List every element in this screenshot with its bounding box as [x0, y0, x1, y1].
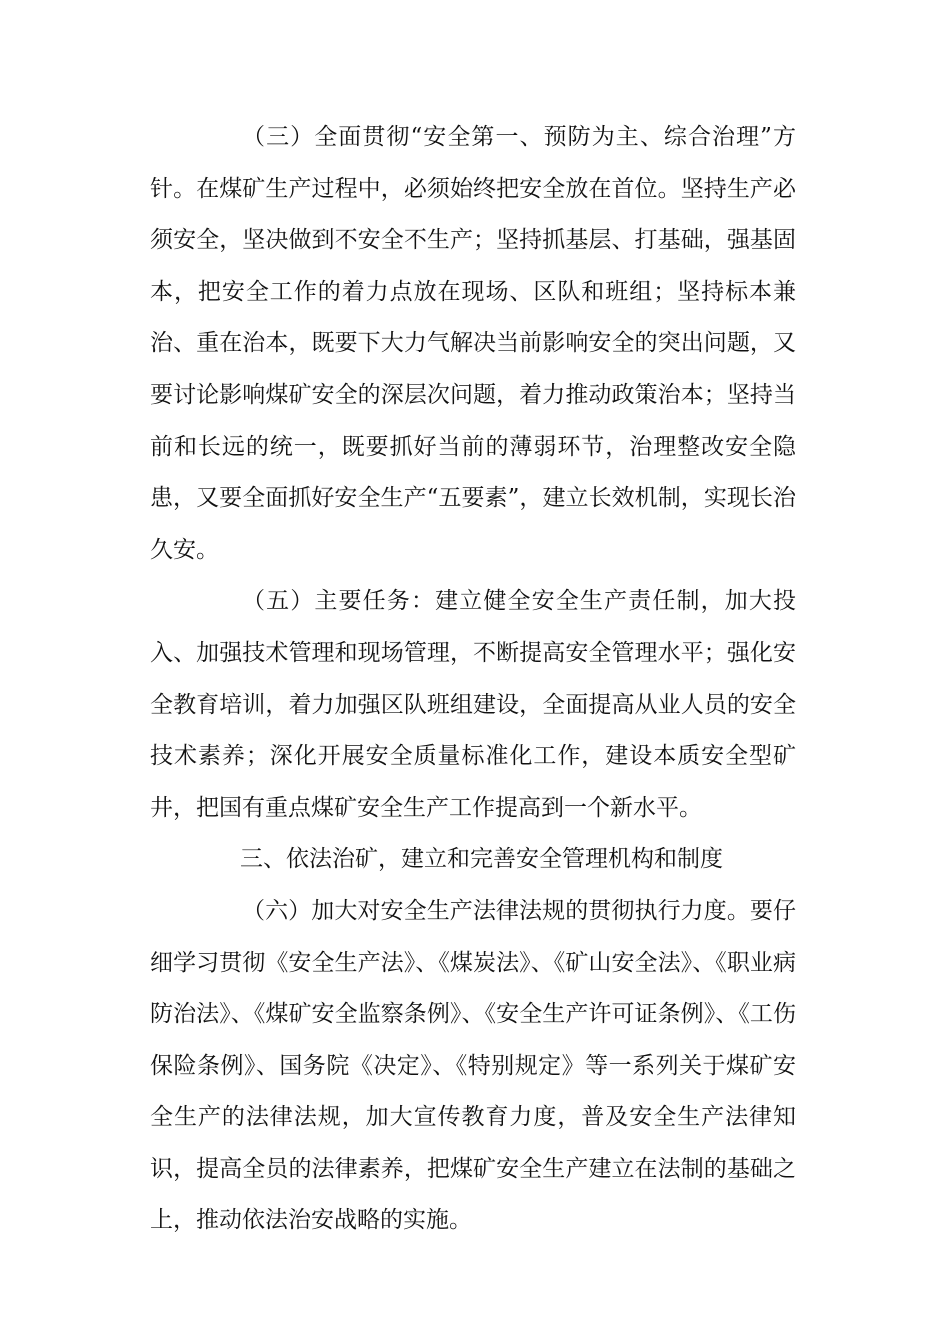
section-heading: 三、依法治矿，建立和完善安全管理机构和制度	[240, 846, 723, 873]
paragraph-main-tasks: （五）主要任务：建立健全安全生产责任制，加大投入、加强技术管理和现场管理，不断提高安全管理水平；强化安全教育培训，着力加强区队班组建设，全面提高从业人员的安全技术素养；深化开展安全质量标准化工作，建设本质安全型矿井，把国有重点煤矿安全生产工作提高到一个新水平。	[150, 588, 796, 821]
document-body	[150, 112, 796, 1247]
paragraph-legal-enforcement: （六）加大对安全生产法律法规的贯彻执行力度。要仔细学习贯彻《安全生产法》、《煤炭法》、《矿山安全法》、《职业病防治法》、《煤矿安全监察条例》、《安全生产许可证条例》、《工伤保险条例》、国务院《决定》、《特别规定》等一系列关于煤矿安全生产的法律法规，加大宣传教育力度，普及安全生产法律知识，提高全员的法律素养，把煤矿安全生产建立在法制的基础之上，推动依法治安战略的实施。	[150, 897, 796, 1234]
paragraph-policy: （三）全面贯彻“安全第一、预防为主、综合治理”方针。在煤矿生产过程中，必须始终把安全放在首位。坚持生产必须安全，坚决做到不安全不生产；坚持抓基层、打基础，强基固本，把安全工作的着力点放在现场、区队和班组；坚持标本兼治、重在治本，既要下大力气解决当前影响安全的突出问题，又要讨论影响煤矿安全的深层次问题，着力推动政策治本；坚持当前和长远的统一，既要抓好当前的薄弱环节，治理整改安全隐患，又要全面抓好安全生产“五要素”，建立长效机制，实现长治久安。	[150, 124, 796, 563]
